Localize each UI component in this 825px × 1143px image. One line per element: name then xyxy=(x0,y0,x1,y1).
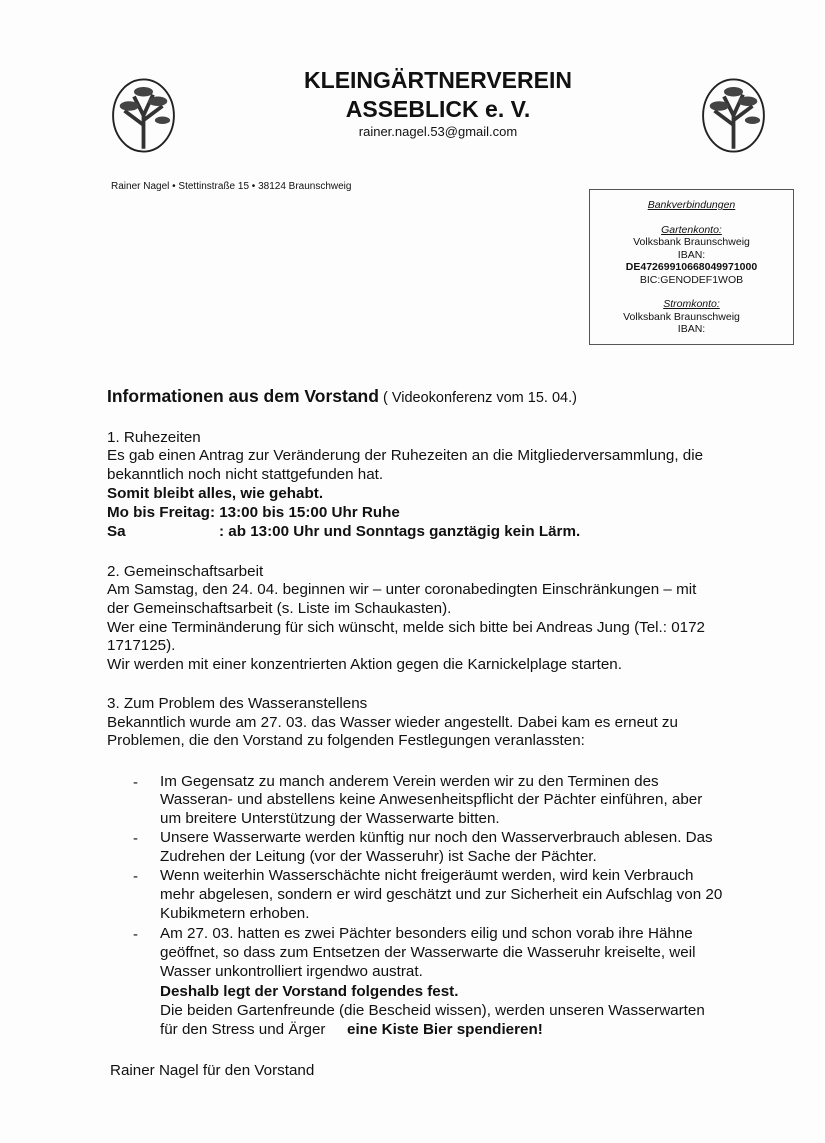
bank-heading: Bankverbindungen xyxy=(647,199,736,211)
text-line: Zudrehen der Leitung (vor der Wasseruhr) ist Sache der Pächter. xyxy=(160,848,597,865)
text-line: Wer eine Terminänderung für sich wünscht, melde sich bitte bei Andreas Jung (Tel.: 0172 xyxy=(107,619,705,636)
text-line: Kubikmetern erhoben. xyxy=(160,905,310,922)
text-line: Die beiden Gartenfreunde (die Bescheid wissen), werden unseren Wasserwarten xyxy=(160,1002,705,1019)
text-line: Unsere Wasserwarte werden künftig nur noch den Wasserverbrauch ablesen. Das xyxy=(160,829,713,846)
text-line: Somit bleibt alles, wie gehabt. xyxy=(107,485,324,502)
text-line: 3. Zum Problem des Wasseranstellens xyxy=(107,695,368,712)
text-line: Am 27. 03. hatten es zwei Pächter besonders eilig und schon vorab ihre Hähne xyxy=(160,925,693,942)
garden-bic: BIC:GENODEF1WOB xyxy=(639,273,744,286)
text-line: Mo bis Freitag: 13:00 bis 15:00 Uhr Ruhe xyxy=(107,504,400,521)
text-line: Problemen, die den Vorstand zu folgenden Festlegungen veranlassten: xyxy=(107,732,585,749)
text-line: Wenn weiterhin Wasserschächte nicht freigeräumt werden, wird kein Verbrauch xyxy=(160,867,694,884)
text-line: Am Samstag, den 24. 04. beginnen wir – unter coronabedingten Einschränkungen – mit xyxy=(107,581,697,598)
heading-title: Informationen aus dem Vorstand xyxy=(107,386,379,406)
text-line: 1. Ruhezeiten xyxy=(107,429,201,446)
bank-details-box xyxy=(589,189,794,345)
text-line: Bekanntlich wurde am 27. 03. das Wasser wieder angestellt. Dabei kam es erneut zu xyxy=(107,714,678,731)
bullet-dash: - xyxy=(133,774,138,791)
text-line: Sa xyxy=(107,523,126,540)
text-line: 1717125). xyxy=(107,637,176,654)
garden-account-label: Gartenkonto: xyxy=(661,223,722,236)
text-line: mehr abgelesen, sondern er wird geschätzt und zur Sicherheit ein Aufschlag von 20 xyxy=(160,886,723,903)
text-line: geöffnet, so dass zum Entsetzen der Wasserwarte die Wasseruhr kreiselte, weil xyxy=(160,944,696,961)
section-heading xyxy=(107,386,577,407)
text-line: Es gab einen Antrag zur Veränderung der Ruhezeiten an die Mitgliederversammlung, die xyxy=(107,447,704,464)
text-line: eine Kiste Bier spendieren! xyxy=(347,1021,543,1038)
garden-bank: Volksbank Braunschweig xyxy=(633,236,750,248)
club-name: KLEINGÄRTNERVEREIN xyxy=(304,67,572,93)
text-line: Wir werden mit einer konzentrierten Aktion gegen die Karnickelplage starten. xyxy=(107,656,622,673)
power-account-label: Stromkonto: xyxy=(663,298,720,310)
text-line: für den Stress und Ärger xyxy=(160,1021,326,1038)
garden-iban: DE47269910668049971000 xyxy=(625,261,758,273)
sender-address: Rainer Nagel • Stettinstraße 15 • 38124 Braunschweig xyxy=(111,181,352,192)
text-line: um breitere Unterstützung der Wasserwarte bitten. xyxy=(160,810,500,827)
text-line: bekanntlich noch nicht stattgefunden hat. xyxy=(107,466,384,483)
club-logo-left xyxy=(96,68,191,163)
text-line: Wasseran- und abstellens keine Anwesenheitspflicht der Pächter einführen, aber xyxy=(160,791,703,808)
text-line: Deshalb legt der Vorstand folgendes fest. xyxy=(160,983,459,1000)
text-line: Wasser unkontrolliert irgendwo austrat. xyxy=(160,963,423,980)
text-line: der Gemeinschaftsarbeit (s. Liste im Schaukasten). xyxy=(107,600,452,617)
bullet-dash: - xyxy=(133,830,138,847)
power-bank: Volksbank Braunschweig xyxy=(623,310,740,323)
club-email: rainer.nagel.53@gmail.com xyxy=(358,124,518,139)
power-iban-label: IBAN: xyxy=(677,323,706,335)
bullet-dash: - xyxy=(133,868,138,885)
heading-subtitle: ( Videokonferenz vom 15. 04.) xyxy=(378,390,577,406)
text-line: : ab 13:00 Uhr und Sonntags ganztägig kein Lärm. xyxy=(219,523,581,540)
text-line: Rainer Nagel für den Vorstand xyxy=(110,1062,315,1079)
garden-iban-label: IBAN: xyxy=(677,248,706,261)
text-line: 2. Gemeinschaftsarbeit xyxy=(107,563,264,580)
bullet-dash: - xyxy=(133,926,138,943)
text-line: Im Gegensatz zu manch anderem Verein werden wir zu den Terminen des xyxy=(160,773,659,790)
club-name-line2: ASSEBLICK e. V. xyxy=(345,96,531,122)
club-logo-right xyxy=(686,68,781,163)
